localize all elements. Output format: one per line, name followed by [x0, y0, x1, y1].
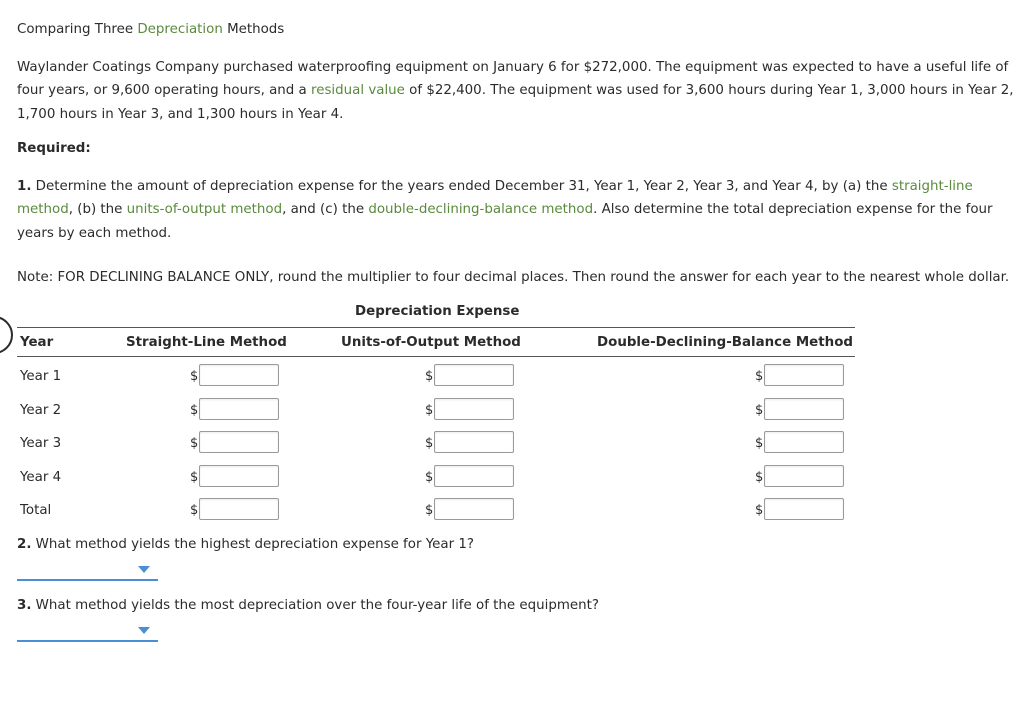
row-label-year-2: Year 2 [20, 403, 62, 418]
currency-symbol: $ [190, 369, 199, 384]
sl-year-1-input[interactable] [199, 364, 279, 386]
col-header-units-of-output: Units-of-Output Method [341, 335, 521, 350]
currency-symbol: $ [190, 470, 199, 485]
problem-statement [17, 56, 1017, 126]
page-title [17, 22, 284, 37]
row-label-year-4: Year 4 [20, 470, 62, 485]
row-label-year-1: Year 1 [20, 369, 62, 384]
currency-symbol: $ [755, 470, 764, 485]
uo-year-3-input[interactable] [434, 431, 514, 453]
intro-text: Waylander Coatings Company purchased waterproofing equipment on January 6 for $272,000. The equipment was expected to have a useful life of four years, or 9,600 operating hours, and a [17, 60, 1009, 99]
question-2 [17, 537, 474, 552]
double-declining-balance-link[interactable]: double-declining-balance method [368, 202, 594, 218]
ddb-year-1-input[interactable] [764, 364, 844, 386]
col-header-straight-line: Straight-Line Method [126, 335, 287, 350]
rounding-note: Note: FOR DECLINING BALANCE ONLY, round the multiplier to four decimal places. Then round the answer for each year to the nearest whole dollar. [17, 270, 1010, 285]
currency-symbol: $ [425, 470, 434, 485]
ddb-year-3-input[interactable] [764, 431, 844, 453]
chevron-down-icon [138, 566, 150, 573]
question-text: What method yields the most depreciation over the four-year life of the equipment? [31, 598, 599, 613]
question-1 [17, 175, 1017, 245]
uo-total-input[interactable] [434, 498, 514, 520]
currency-symbol: $ [755, 369, 764, 384]
currency-symbol: $ [190, 436, 199, 451]
col-header-ddb: Double-Declining-Balance Method [597, 335, 853, 350]
title-text-end: Methods [222, 22, 285, 37]
currency-symbol: $ [190, 403, 199, 418]
currency-symbol: $ [755, 436, 764, 451]
currency-symbol: $ [425, 369, 434, 384]
sl-year-4-input[interactable] [199, 465, 279, 487]
ddb-total-input[interactable] [764, 498, 844, 520]
title-text: Comparing Three [17, 22, 138, 37]
residual-value-link[interactable]: residual value [311, 83, 405, 99]
question-text: Determine the amount of depreciation expense for the years ended December 31, Year 1, Year 2, Year 3, and Year 4, by (a) the [31, 179, 892, 194]
intro-text-end: of $22,400. The equipment was used for 3,600 hours during Year 1, 3,000 hours in Year 2, 1,700 hours in Year 3, and 1,300 hours in Year 4. [17, 83, 1014, 122]
currency-symbol: $ [755, 403, 764, 418]
currency-symbol: $ [425, 403, 434, 418]
question-number: 1. [17, 179, 32, 194]
sl-total-input[interactable] [199, 498, 279, 520]
units-of-output-link[interactable]: units-of-output method [126, 202, 283, 218]
uo-year-1-input[interactable] [434, 364, 514, 386]
depreciation-expense-header: Depreciation Expense [355, 304, 520, 319]
required-label: Required: [17, 141, 91, 156]
uo-year-4-input[interactable] [434, 465, 514, 487]
question-text: , (b) the [68, 202, 127, 218]
question-text: , and (c) the [282, 202, 369, 218]
currency-symbol: $ [425, 503, 434, 518]
q2-method-dropdown[interactable] [17, 563, 158, 581]
question-number: 2. [17, 537, 32, 552]
uo-year-2-input[interactable] [434, 398, 514, 420]
question-text: . Also determine the total depreciation expense for the four years by each method. [17, 202, 993, 241]
currency-symbol: $ [190, 503, 199, 518]
ddb-year-4-input[interactable] [764, 465, 844, 487]
row-label-total: Total [20, 503, 52, 518]
col-header-year: Year [20, 335, 54, 350]
chevron-down-icon [138, 627, 150, 634]
row-label-year-3: Year 3 [20, 436, 62, 451]
circle-marker [0, 316, 13, 354]
currency-symbol: $ [755, 503, 764, 518]
table-header-rule [17, 356, 855, 357]
sl-year-2-input[interactable] [199, 398, 279, 420]
ddb-year-2-input[interactable] [764, 398, 844, 420]
question-text: What method yields the highest depreciation expense for Year 1? [31, 537, 474, 552]
table-top-rule [17, 327, 855, 328]
question-3 [17, 598, 599, 613]
sl-year-3-input[interactable] [199, 431, 279, 453]
depreciation-link[interactable]: Depreciation [137, 22, 223, 37]
straight-line-link[interactable]: straight-line method [17, 179, 973, 218]
question-number: 3. [17, 598, 32, 613]
currency-symbol: $ [425, 436, 434, 451]
q3-method-dropdown[interactable] [17, 624, 158, 642]
